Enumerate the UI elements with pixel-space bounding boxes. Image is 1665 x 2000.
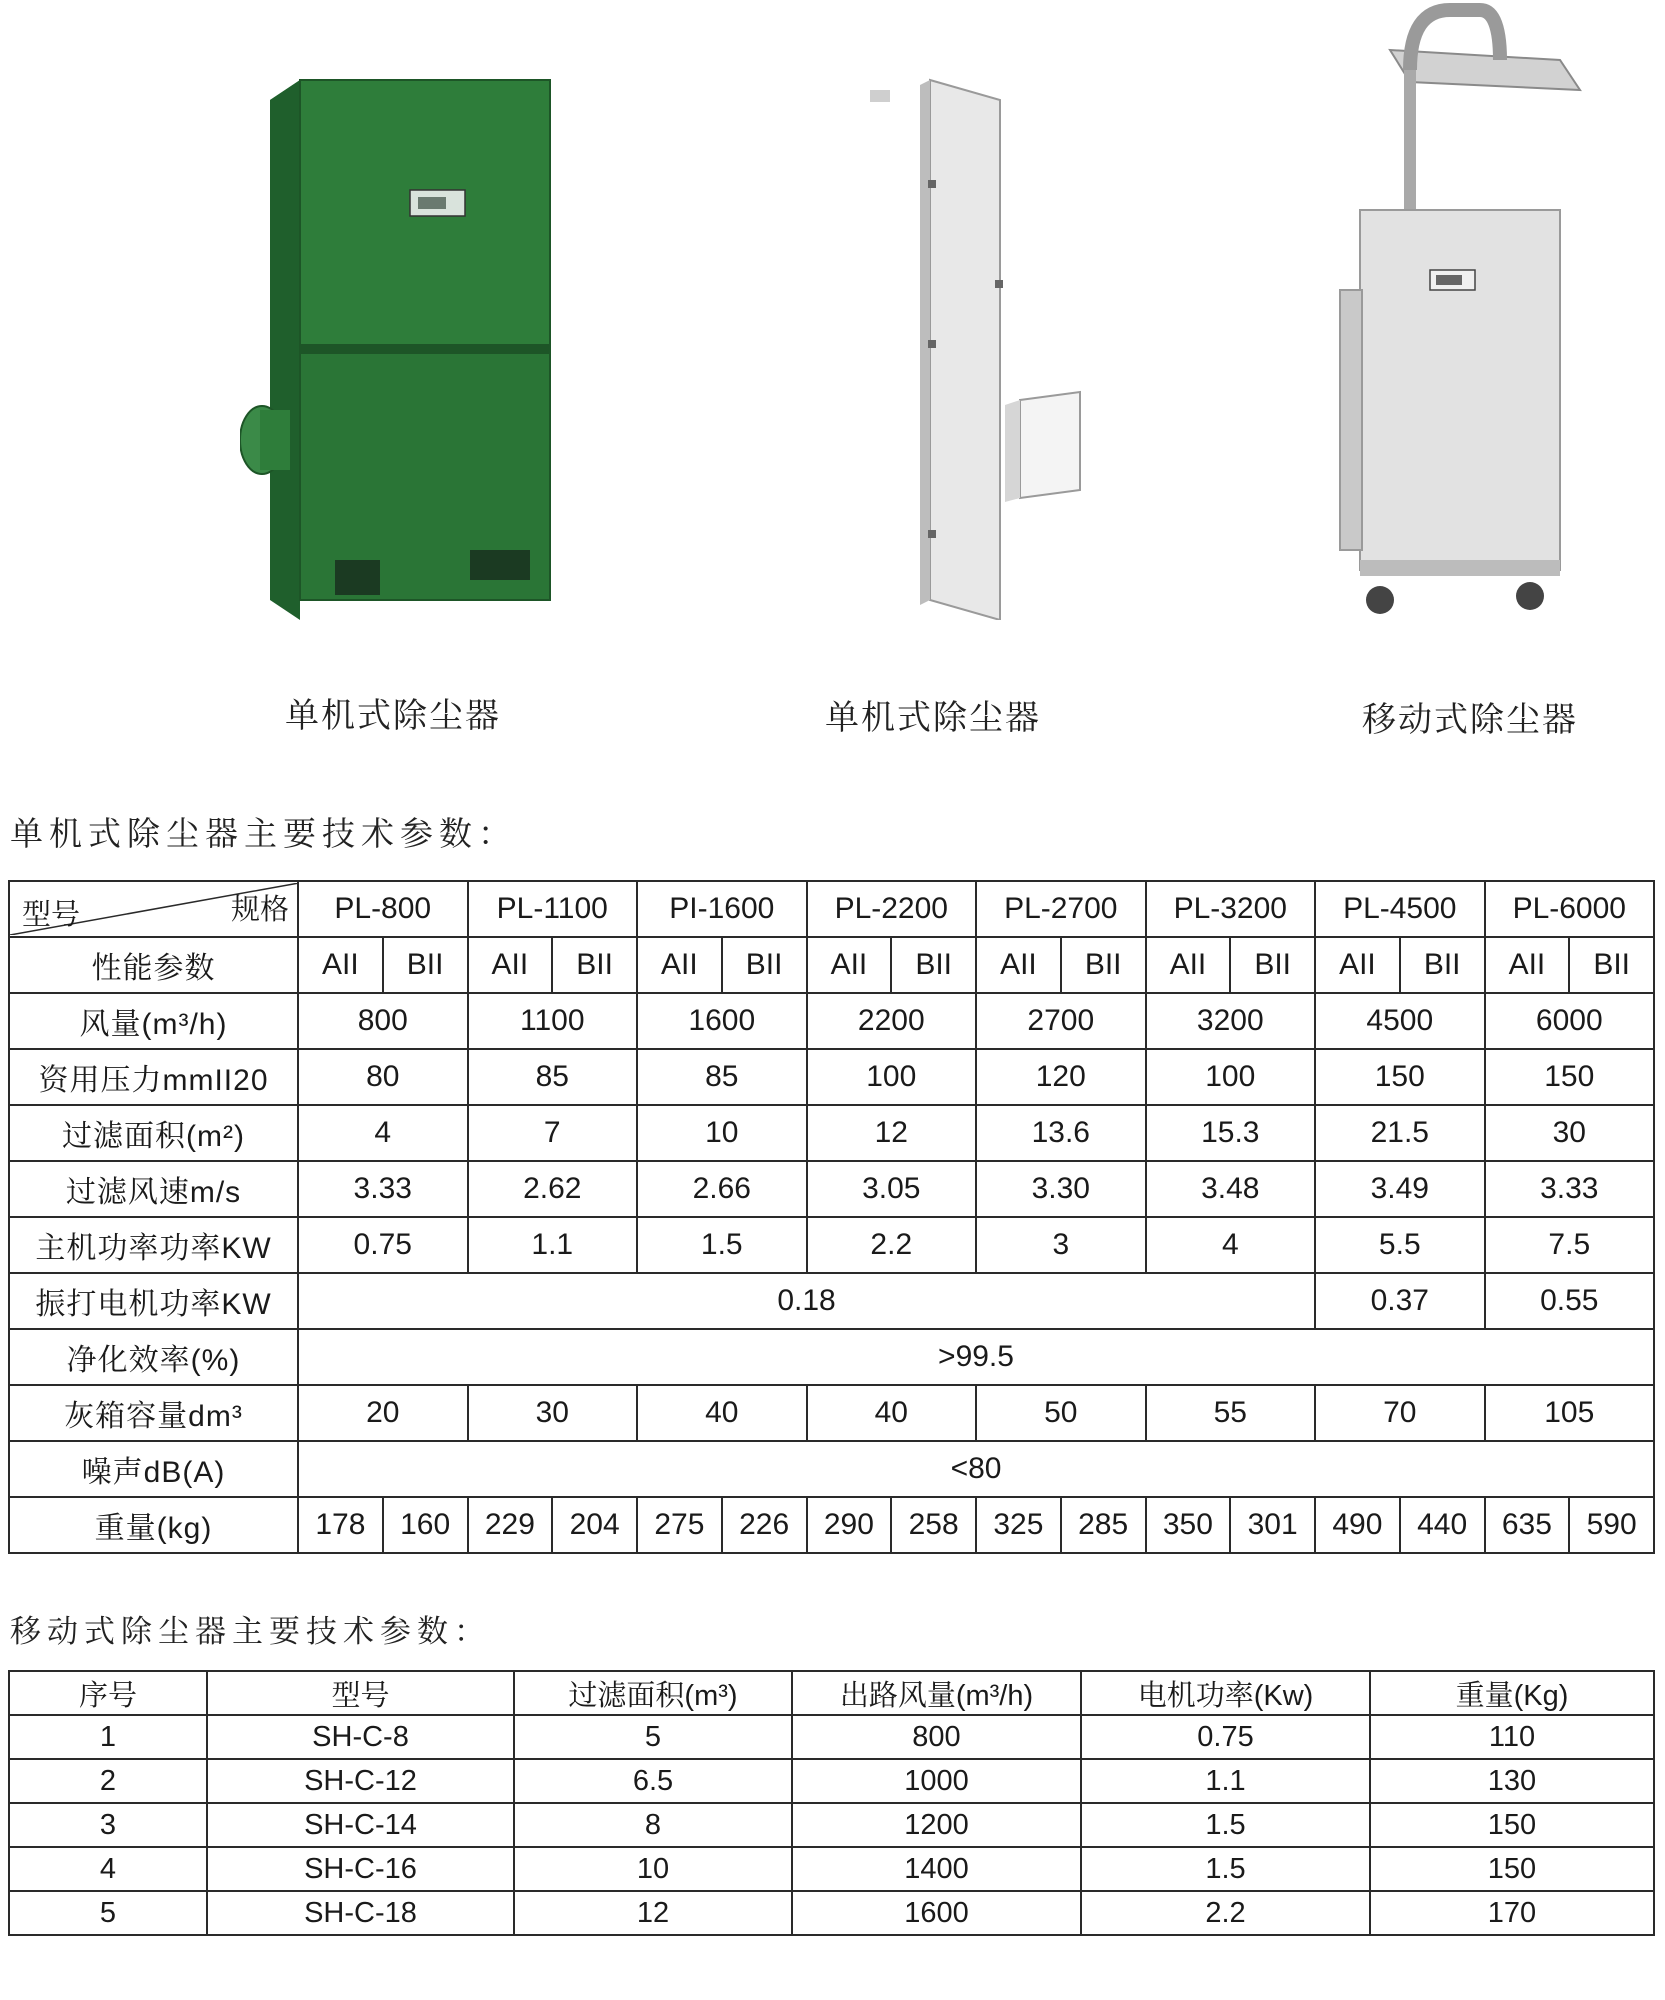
pressure-value: 120 [976,1049,1146,1105]
spec-section-title: 单机式除尘器主要技术参数： [10,814,517,853]
pressure-value: 150 [1315,1049,1485,1105]
pressure-label: 资用压力mmII20 [9,1049,298,1105]
weight-value: 275 [637,1497,722,1553]
airflow-value: 800 [298,993,468,1049]
model-header: PI-1600 [637,881,807,937]
vibration-power-label: 振打电机功率KW [9,1273,298,1329]
weight-value: 590 [1569,1497,1654,1553]
airflow-value: 3200 [1146,993,1316,1049]
variant-b: BII [552,937,637,993]
ash-capacity-value: 30 [468,1385,638,1441]
model-cell: SH-C-14 [207,1803,514,1847]
ash-capacity-value: 70 [1315,1385,1485,1441]
ash-capacity-label: 灰箱容量dm³ [9,1385,298,1441]
weight-cell: 170 [1370,1891,1654,1935]
ash-capacity-value: 40 [807,1385,977,1441]
variant-b: BII [383,937,468,993]
table-row [9,1803,1654,1847]
mobile-section-title: 移动式除尘器主要技术参数： [10,1614,491,1650]
weight-value: 350 [1146,1497,1231,1553]
filter-speed-value: 3.49 [1315,1161,1485,1217]
weight-value: 325 [976,1497,1061,1553]
green-dust-collector-image [240,60,560,620]
weight-value: 290 [807,1497,892,1553]
main-power-value: 5.5 [1315,1217,1485,1273]
power-cell: 1.1 [1081,1759,1370,1803]
weight-value: 301 [1230,1497,1315,1553]
table-row [9,993,1654,1049]
filter-speed-value: 3.33 [298,1161,468,1217]
table-row [9,1759,1654,1803]
main-power-value: 1.1 [468,1217,638,1273]
airflow-cell: 1400 [792,1847,1081,1891]
variant-a: AII [637,937,722,993]
variant-a: AII [1485,937,1570,993]
noise-value: <80 [298,1441,1654,1497]
table-row [9,1497,1654,1553]
filter-speed-label: 过滤风速m/s [9,1161,298,1217]
main-power-value: 0.75 [298,1217,468,1273]
airflow-value: 2200 [807,993,977,1049]
corner-right-label: 规格 [230,894,289,926]
filter-speed-value: 3.05 [807,1161,977,1217]
weight-value: 440 [1400,1497,1485,1553]
main-power-value: 3 [976,1217,1146,1273]
table-row [9,1847,1654,1891]
header-cell: 过滤面积(m³) [514,1671,792,1715]
model-header: PL-3200 [1146,881,1316,937]
weight-value: 178 [298,1497,383,1553]
table-row [9,1105,1654,1161]
filter-area-value: 12 [807,1105,977,1161]
pressure-value: 150 [1485,1049,1655,1105]
model-cell: SH-C-18 [207,1891,514,1935]
weight-cell: 130 [1370,1759,1654,1803]
product-caption-1: 单机式除尘器 [285,696,501,736]
ash-capacity-value: 20 [298,1385,468,1441]
index-cell: 3 [9,1803,207,1847]
main-power-value: 7.5 [1485,1217,1655,1273]
filter-area-value: 7 [468,1105,638,1161]
table-row [9,881,1654,937]
model-header: PL-4500 [1315,881,1485,937]
filter-area-value: 4 [298,1105,468,1161]
filter-area-value: 21.5 [1315,1105,1485,1161]
table-row [9,1273,1654,1329]
product-caption-2: 单机式除尘器 [825,698,1041,738]
filter-area-cell: 10 [514,1847,792,1891]
model-cell: SH-C-8 [207,1715,514,1759]
variant-b: BII [1400,937,1485,993]
index-cell: 5 [9,1891,207,1935]
main-power-value: 4 [1146,1217,1316,1273]
model-header: PL-800 [298,881,468,937]
header-cell: 重量(Kg) [1370,1671,1654,1715]
airflow-value: 6000 [1485,993,1655,1049]
ash-capacity-value: 40 [637,1385,807,1441]
filter-speed-value: 2.66 [637,1161,807,1217]
weight-cell: 150 [1370,1847,1654,1891]
filter-area-value: 13.6 [976,1105,1146,1161]
model-cell: SH-C-12 [207,1759,514,1803]
model-cell: SH-C-16 [207,1847,514,1891]
table-row [9,1161,1654,1217]
model-header: PL-2700 [976,881,1146,937]
weight-value: 258 [891,1497,976,1553]
filter-area-value: 30 [1485,1105,1655,1161]
table-row [9,1441,1654,1497]
table-row [9,1049,1654,1105]
mobile-spec-table [8,1670,1655,1936]
airflow-cell: 1000 [792,1759,1081,1803]
variant-a: AII [807,937,892,993]
header-cell: 电机功率(Kw) [1081,1671,1370,1715]
weight-value: 226 [722,1497,807,1553]
power-cell: 0.75 [1081,1715,1370,1759]
pressure-value: 85 [468,1049,638,1105]
pressure-value: 80 [298,1049,468,1105]
weight-value: 635 [1485,1497,1570,1553]
variant-a: AII [976,937,1061,993]
header-cell: 出路风量(m³/h) [792,1671,1081,1715]
variant-a: AII [468,937,553,993]
variant-b: BII [891,937,976,993]
filter-area-cell: 12 [514,1891,792,1935]
pressure-value: 100 [807,1049,977,1105]
table-row [9,1715,1654,1759]
ash-capacity-value: 105 [1485,1385,1655,1441]
model-header: PL-2200 [807,881,977,937]
product-caption-3: 移动式除尘器 [1362,700,1578,740]
main-power-label: 主机功率功率KW [9,1217,298,1273]
weight-label: 重量(kg) [9,1497,298,1553]
variant-a: AII [1146,937,1231,993]
power-cell: 1.5 [1081,1803,1370,1847]
ash-capacity-value: 50 [976,1385,1146,1441]
table-row [9,1329,1654,1385]
variant-b: BII [722,937,807,993]
table-row [9,1671,1654,1715]
filter-area-cell: 6.5 [514,1759,792,1803]
header-cell: 序号 [9,1671,207,1715]
vibration-power-value: 0.55 [1485,1273,1655,1329]
efficiency-label: 净化效率(%) [9,1329,298,1385]
weight-cell: 110 [1370,1715,1654,1759]
variant-b: BII [1569,937,1654,993]
wall-mounted-dust-collector-image [770,60,1110,620]
weight-cell: 150 [1370,1803,1654,1847]
table-row [9,1891,1654,1935]
filter-speed-value: 3.33 [1485,1161,1655,1217]
vibration-power-value: 0.18 [298,1273,1315,1329]
airflow-cell: 1200 [792,1803,1081,1847]
model-header: PL-1100 [468,881,638,937]
weight-value: 285 [1061,1497,1146,1553]
spec-corner-cell [9,881,298,937]
index-cell: 4 [9,1847,207,1891]
filter-speed-value: 3.30 [976,1161,1146,1217]
pressure-value: 85 [637,1049,807,1105]
variant-b: BII [1061,937,1146,993]
filter-area-value: 10 [637,1105,807,1161]
power-cell: 1.5 [1081,1847,1370,1891]
ash-capacity-value: 55 [1146,1385,1316,1441]
airflow-value: 1600 [637,993,807,1049]
variant-a: AII [298,937,383,993]
index-cell: 1 [9,1715,207,1759]
filter-speed-value: 3.48 [1146,1161,1316,1217]
efficiency-value: >99.5 [298,1329,1654,1385]
airflow-cell: 1600 [792,1891,1081,1935]
table-row [9,1385,1654,1441]
airflow-value: 1100 [468,993,638,1049]
filter-area-cell: 8 [514,1803,792,1847]
noise-label: 噪声dB(A) [9,1441,298,1497]
filter-area-cell: 5 [514,1715,792,1759]
variant-b: BII [1230,937,1315,993]
mobile-dust-collector-image [1330,0,1590,630]
table-row [9,1217,1654,1273]
airflow-cell: 800 [792,1715,1081,1759]
corner-left-label: 型号 [22,899,81,931]
weight-value: 490 [1315,1497,1400,1553]
airflow-label: 风量(m³/h) [9,993,298,1049]
model-header: PL-6000 [1485,881,1655,937]
variant-a: AII [1315,937,1400,993]
table-row [9,937,1654,993]
weight-value: 204 [552,1497,637,1553]
power-cell: 2.2 [1081,1891,1370,1935]
filter-area-value: 15.3 [1146,1105,1316,1161]
pressure-value: 100 [1146,1049,1316,1105]
weight-value: 160 [383,1497,468,1553]
header-cell: 型号 [207,1671,514,1715]
weight-value: 229 [468,1497,553,1553]
filter-area-label: 过滤面积(m²) [9,1105,298,1161]
main-power-value: 2.2 [807,1217,977,1273]
filter-speed-value: 2.62 [468,1161,638,1217]
main-power-value: 1.5 [637,1217,807,1273]
spec-table [8,880,1655,1554]
perf-label: 性能参数 [9,937,298,993]
airflow-value: 2700 [976,993,1146,1049]
index-cell: 2 [9,1759,207,1803]
vibration-power-value: 0.37 [1315,1273,1485,1329]
airflow-value: 4500 [1315,993,1485,1049]
